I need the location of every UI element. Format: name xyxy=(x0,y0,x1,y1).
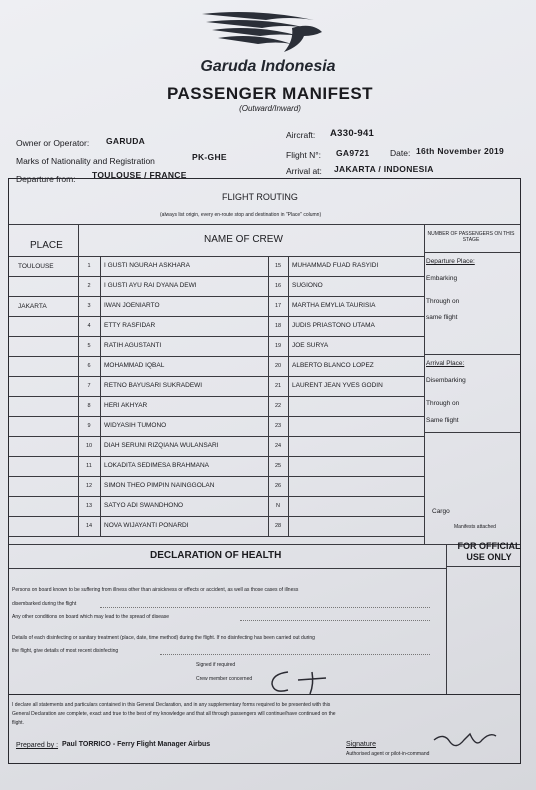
crew-number: 13 xyxy=(85,503,93,509)
through-on-label: Through on xyxy=(426,298,460,305)
crew-number: 6 xyxy=(87,363,91,369)
crew-number: 21 xyxy=(274,383,282,389)
health-line-3: Any other conditions on board which may lead to the spread of disease xyxy=(12,614,170,620)
crew-name: SIMON THEO PIMPIN NAINGGOLAN xyxy=(104,482,215,489)
crew-number: 10 xyxy=(85,443,93,449)
crew-name: JUDIS PRIASTONO UTAMA xyxy=(292,322,375,329)
routing-title: FLIGHT ROUTING xyxy=(222,192,298,202)
prepared-by-label: Prepared by : xyxy=(16,742,59,749)
crew-number: 5 xyxy=(87,343,91,349)
document-subtitle: (Outward/Inward) xyxy=(239,104,301,113)
declaration-line-2: General Declaration are complete, exact and true to the best of my knowledge and that all through passengers will continue/have continued on the xyxy=(12,711,336,717)
marks-value: PK-GHE xyxy=(192,152,227,162)
crew-name: MARTHA EMYLIA TAURISIA xyxy=(292,302,376,309)
crew-name: DIAH SERUNI RIZQIANA WULANSARI xyxy=(104,442,219,449)
flight-value: GA9721 xyxy=(336,148,370,158)
same-flight-label: same flight xyxy=(426,314,458,321)
disembarking-label: Disembarking xyxy=(426,377,466,384)
crew-number: 24 xyxy=(274,443,282,449)
crew-member-concerned: Crew member concerned xyxy=(196,676,253,682)
marks-label: Marks of Nationality and Registration xyxy=(16,156,155,166)
arrival-label: Arrival at: xyxy=(286,166,322,176)
crew-number: N xyxy=(276,503,280,509)
crew-name: I GUSTI NGURAH ASKHARA xyxy=(104,262,190,269)
health-line-4: Details of each disinfecting or sanitary treatment (place, date, time method) during the flight. If no disinfecting has been carried out during xyxy=(12,635,315,641)
place-header: PLACE xyxy=(30,240,63,251)
crew-number: 14 xyxy=(85,523,93,529)
signature-note: Authorised agent or pilot-in-command xyxy=(346,751,430,757)
crew-number: 8 xyxy=(87,403,91,409)
document-title: PASSENGER MANIFEST xyxy=(166,84,374,103)
declaration-line-3: flight. xyxy=(12,720,24,726)
place-cell: JAKARTA xyxy=(18,303,47,310)
departure-label: Departure from: xyxy=(16,174,76,184)
departure-place-label: Departure Place: xyxy=(426,258,475,265)
crew-number: 22 xyxy=(274,403,282,409)
crew-name: ALBERTO BLANCO LOPEZ xyxy=(292,362,374,369)
crew-number: 7 xyxy=(87,383,91,389)
crew-number: 20 xyxy=(274,363,282,369)
garuda-bird-logo xyxy=(196,6,326,56)
crew-name: RETNO BAYUSARI SUKRADEWI xyxy=(104,382,203,389)
same-flight-2-label: Same flight xyxy=(426,417,459,424)
crew-number: 15 xyxy=(274,263,282,269)
official-use-label: FOR OFFICIAL USE ONLY xyxy=(457,541,521,562)
signature-label: Signature xyxy=(346,741,376,748)
declaration-line-1: I declare all statements and particulars contained in this General Declaration, and in any supplementary forms required to be presented with this xyxy=(12,702,331,708)
departure-value: TOULOUSE / FRANCE xyxy=(92,170,187,180)
crew-number: 23 xyxy=(274,423,282,429)
crew-name: HERI AKHYAR xyxy=(104,402,148,409)
crew-number: 18 xyxy=(274,323,282,329)
crew-header: NAME OF CREW xyxy=(204,234,283,245)
through-on-2-label: Through on xyxy=(426,400,460,407)
crew-number: 9 xyxy=(87,423,91,429)
health-title: DECLARATION OF HEALTH xyxy=(150,550,282,561)
crew-name: IWAN JOENIARTO xyxy=(104,302,160,309)
crew-name: LOKADITA SEDIMESA BRAHMANA xyxy=(104,462,209,469)
crew-number: 3 xyxy=(87,303,91,309)
prepared-by-value: Paul TORRICO - Ferry Flight Manager Airbus xyxy=(62,741,211,748)
owner-value: GARUDA xyxy=(106,136,146,146)
crew-name: RATIH AGUSTANTI xyxy=(104,342,162,349)
crew-number: 16 xyxy=(274,283,282,289)
manifests-label: Manifests attached xyxy=(454,524,496,530)
crew-name: JOE SURYA xyxy=(292,342,329,349)
health-line-1: Persons on board known to be suffering from illness other than airsickness or effects or accident, as well as those cases of illness xyxy=(12,587,299,593)
crew-name: LAURENT JEAN YVES GODIN xyxy=(292,382,383,389)
owner-label: Owner or Operator: xyxy=(16,138,90,148)
crew-number: 17 xyxy=(274,303,282,309)
crew-name: MUHAMMAD FUAD RASYIDI xyxy=(292,262,379,269)
crew-number: 11 xyxy=(86,463,92,469)
crew-name: SUGIONO xyxy=(292,282,323,289)
crew-number: 12 xyxy=(85,483,93,489)
routing-note: (always list origin, every en-route stop and destination in "Place" column) xyxy=(160,212,322,218)
crew-number: 26 xyxy=(274,483,282,489)
crew-name: MOHAMMAD IQBAL xyxy=(104,362,165,369)
crew-name: NOVA WIJAYANTI PONARDI xyxy=(104,522,189,529)
brand-name: Garuda Indonesia xyxy=(200,58,336,75)
date-value: 16th November 2019 xyxy=(416,146,505,156)
crew-signature xyxy=(262,662,342,698)
place-cell: TOULOUSE xyxy=(18,263,54,270)
aircraft-value: A330-941 xyxy=(330,128,375,139)
crew-number: 1 xyxy=(87,263,91,269)
crew-number: 4 xyxy=(87,323,91,329)
arrival-value: JAKARTA / INDONESIA xyxy=(334,164,434,174)
health-line-2: disembarked during the flight xyxy=(12,601,77,607)
cargo-label: Cargo xyxy=(432,508,450,515)
signed-if-required: Signed if required xyxy=(196,662,236,668)
arrival-place-label: Arrival Place: xyxy=(426,360,465,367)
aircraft-label: Aircraft: xyxy=(286,130,316,140)
crew-number: 19 xyxy=(274,343,282,349)
crew-name: ETTY RASFIDAR xyxy=(104,322,156,329)
crew-number: 2 xyxy=(87,283,91,289)
embarking-label: Embarking xyxy=(426,275,458,282)
crew-number: 28 xyxy=(274,523,282,529)
crew-name: WIDYASIH TUMONO xyxy=(104,422,167,429)
passengers-header: NUMBER OF PASSENGERS ON THIS STAGE xyxy=(427,231,515,243)
crew-number: 25 xyxy=(274,463,282,469)
date-label: Date: xyxy=(390,148,411,158)
pilot-signature xyxy=(430,722,500,752)
health-line-5: the flight, give details of most recent disinfecting xyxy=(12,648,119,654)
flight-label: Flight N°: xyxy=(286,150,322,160)
crew-name: SATYO ADI SWANDHONO xyxy=(104,502,184,509)
crew-name: I GUSTI AYU RAI DYANA DEWI xyxy=(104,282,197,289)
